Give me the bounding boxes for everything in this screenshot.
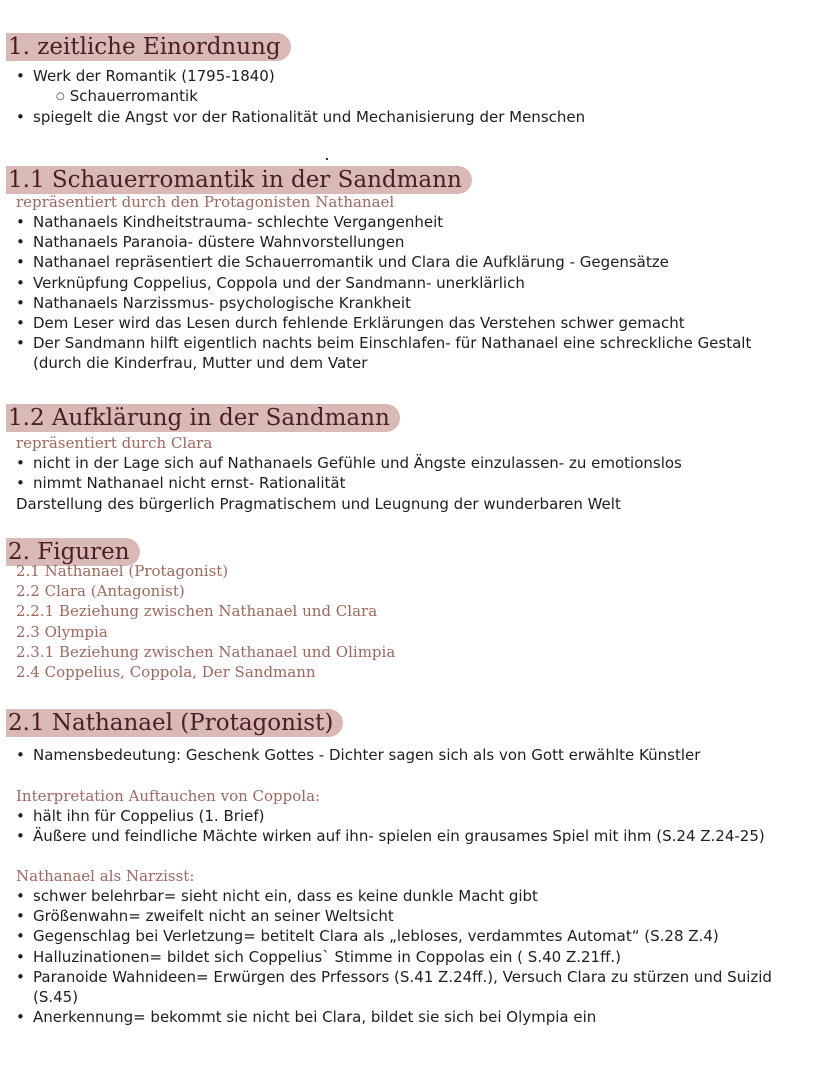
list-item-continuation: (durch die Kinderfrau, Mutter und dem Vater [33, 354, 368, 373]
list-item: • Nathanaels Kindheitstrauma- schlechte Vergangenheit [16, 212, 751, 232]
list-item: • nicht in der Lage sich auf Nathanaels Gefühle und Ängste einzulassen- zu emotionslos [16, 453, 682, 473]
list-item-text: • Der Sandmann hilft eigentlich nachts beim Einschlafen- für Nathanael eine schreckliche Gestalt [33, 334, 752, 353]
list-zeitliche-einordnung-2 [16, 107, 585, 127]
list-item: • Verknüpfung Coppelius, Coppola und der Sandmann- unerklärlich [16, 273, 751, 293]
subheading-clara: repräsentiert durch Clara [16, 434, 213, 452]
toc-item: 2.1 Nathanael (Protagonist) [16, 562, 229, 580]
subheading-narzisst: Nathanael als Narzisst: [16, 867, 195, 885]
toc-item: 2.3 Olympia [16, 622, 108, 641]
list-item [16, 967, 772, 1007]
list-item: • Halluzinationen= bildet sich Coppelius` Stimme in Coppolas ein ( S.40 Z.21ff.) [16, 947, 772, 967]
subheading-interpretation: Interpretation Auftauchen von Coppola: [16, 787, 321, 805]
toc-item: 2.3.1 Beziehung zwischen Nathanael und Olimpia [16, 642, 396, 661]
list-zeitliche-einordnung [16, 66, 275, 86]
list-narzisst [16, 886, 772, 1027]
heading-nathanael: 2.1 Nathanael (Protagonist) [6, 709, 343, 737]
list-item: • Größenwahn= zweifelt nicht an seiner Weltsicht [16, 906, 772, 926]
list-item [16, 333, 751, 373]
list-item: • nimmt Nathanael nicht ernst- Rationalität [16, 473, 682, 493]
list-item-continuation: (S.45) [33, 988, 79, 1007]
list-item: • spiegelt die Angst vor der Rationalität und Mechanisierung der Menschen [16, 107, 585, 127]
stray-dot [326, 158, 328, 160]
heading-figuren: 2. Figuren [6, 538, 140, 566]
list-item: • Gegenschlag bei Verletzung= betitelt Clara als „lebloses, verdammtes Automat“ (S.28 Z.4) [16, 926, 772, 946]
list-item: • Nathanael repräsentiert die Schauerromantik und Clara die Aufklärung - Gegensätze [16, 252, 751, 272]
list-namensbedeutung [16, 745, 700, 765]
heading-aufklaerung: 1.2 Aufklärung in der Sandmann [6, 404, 400, 432]
toc-figuren [16, 561, 395, 682]
list-item: • hält ihn für Coppelius (1. Brief) [16, 806, 765, 826]
toc-item: 2.2 Clara (Antagonist) [16, 582, 185, 601]
list-item: • Äußere und feindliche Mächte wirken auf ihn- spielen ein grausames Spiel mit ihm (S.24 Z.24-25) [16, 826, 765, 846]
list-item-text: • Paranoide Wahnideen= Erwürgen des Prfessors (S.41 Z.24ff.), Versuch Clara zu stürzen und Suizid [33, 967, 772, 986]
list-item: • Werk der Romantik (1795-1840) [16, 66, 275, 86]
heading-schauerromantik: 1.1 Schauerromantik in der Sandmann [6, 166, 472, 194]
paragraph-darstellung: Darstellung des bürgerlich Pragmatischem und Leugnung der wunderbaren Welt [16, 495, 621, 513]
list-interpretation [16, 806, 765, 846]
list-item: • Nathanaels Paranoia- düstere Wahnvorstellungen [16, 232, 751, 252]
subheading-protagonist: repräsentiert durch den Protagonisten Nathanael [16, 193, 395, 211]
sub-list-item: ○ Schauerromantik [56, 86, 198, 109]
list-item: • Nathanaels Narzissmus- psychologische Krankheit [16, 293, 751, 313]
toc-item: 2.4 Coppelius, Coppola, Der Sandmann [16, 663, 316, 682]
list-item: • Namensbedeutung: Geschenk Gottes - Dichter sagen sich als von Gott erwählte Künstler [16, 745, 700, 765]
list-item: • Anerkennung= bekommt sie nicht bei Clara, bildet sie sich bei Olympia ein [16, 1007, 772, 1027]
list-item: • Dem Leser wird das Lesen durch fehlende Erklärungen das Verstehen schwer gemacht [16, 313, 751, 333]
list-schauerromantik [16, 212, 751, 374]
list-item: • schwer belehrbar= sieht nicht ein, dass es keine dunkle Macht gibt [16, 886, 772, 906]
list-aufklaerung [16, 453, 682, 493]
toc-item: 2.2.1 Beziehung zwischen Nathanael und Clara [16, 602, 378, 621]
heading-zeitliche-einordnung: 1. zeitliche Einordnung [6, 33, 291, 61]
